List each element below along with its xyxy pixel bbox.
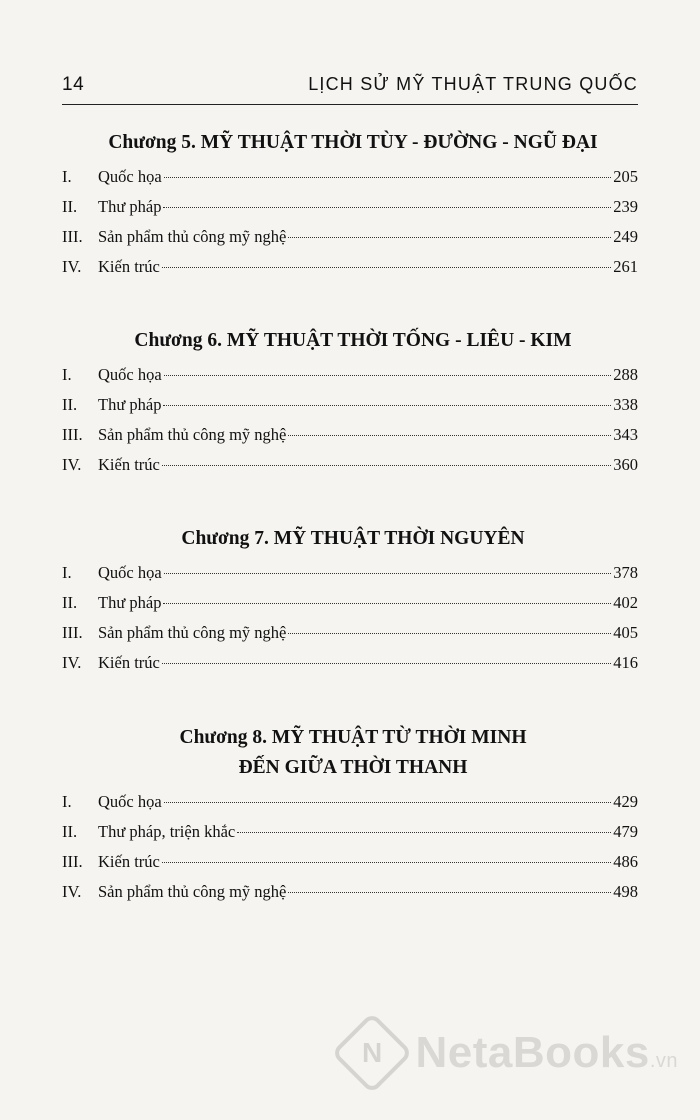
entry-label: Quốc họa [98,365,162,384]
toc-entry[interactable] [62,167,638,197]
entry-label: Thư pháp [98,197,162,216]
chapter-title [62,524,638,554]
entry-label: Quốc họa [98,167,162,186]
chapter-title [62,128,638,158]
entry-label: Sản phẩm thủ công mỹ nghệ [98,425,287,444]
chapter-title [62,723,638,783]
dot-leader [162,465,611,466]
toc-entry[interactable] [62,197,638,227]
dot-leader [162,663,611,664]
chapter-title [62,326,638,356]
toc-entries [62,563,638,683]
toc-chapter-7 [62,524,638,683]
toc-entries [62,167,638,287]
watermark-suffix: .vn [649,1050,678,1072]
entry-page: 429 [613,792,638,811]
entry-page: 416 [613,653,638,672]
entry-number: II. [62,395,78,414]
dot-leader [164,802,612,803]
entry-label: Thư pháp [98,395,162,414]
dot-leader [162,862,611,863]
entry-page: 343 [613,425,638,444]
chapter-title-line: Chương 5. MỸ THUẬT THỜI TÙY - ĐƯỜNG - NGŨ ĐẠI [108,132,598,153]
entry-number: IV. [62,882,82,901]
entry-label: Kiến trúc [98,257,160,276]
toc-entry[interactable] [62,395,638,425]
entry-number: IV. [62,653,82,672]
chapter-title-line: Chương 6. MỸ THUẬT THỜI TỐNG - LIÊU - KIM [134,330,572,351]
entry-label: Kiến trúc [98,653,160,672]
watermark [343,1024,678,1082]
toc-entry[interactable] [62,822,638,852]
entry-number: II. [62,197,78,216]
entry-number: IV. [62,257,82,276]
entry-number: III. [62,425,83,444]
toc-entry[interactable] [62,852,638,882]
entry-page: 486 [613,852,638,871]
dot-leader [163,207,611,208]
entry-number: II. [62,593,78,612]
toc-entry[interactable] [62,882,638,912]
entry-page: 378 [613,563,638,582]
entry-number: III. [62,623,83,642]
entry-number: I. [62,563,72,582]
toc-entry[interactable] [62,257,638,287]
entry-label: Thư pháp [98,593,162,612]
toc-entry[interactable] [62,365,638,395]
entry-page: 205 [613,167,638,186]
watermark-logo-icon [331,1012,413,1094]
running-title: LỊCH SỬ MỸ THUẬT TRUNG QUỐC [308,74,638,94]
dot-leader [288,892,611,893]
dot-leader [164,177,612,178]
entry-page: 261 [613,257,638,276]
entry-number: IV. [62,455,82,474]
toc-entry[interactable] [62,623,638,653]
toc-chapter-5 [62,128,638,287]
dot-leader [163,603,611,604]
watermark-brand: NetaBooks [415,1028,650,1077]
entry-label: Quốc họa [98,792,162,811]
entry-number: III. [62,227,83,246]
toc-entry[interactable] [62,593,638,623]
entry-label: Kiến trúc [98,455,160,474]
dot-leader [237,832,611,833]
entry-page: 405 [613,623,638,642]
entry-number: II. [62,822,78,841]
page-number: 14 [62,74,85,95]
dot-leader [162,267,611,268]
watermark-text [415,1028,678,1078]
toc-entries [62,365,638,485]
entry-page: 479 [613,822,638,841]
entry-number: I. [62,792,72,811]
toc-entries [62,792,638,912]
entry-label: Quốc họa [98,563,162,582]
chapter-title-line: ĐẾN GIỮA THỜI THANH [238,757,468,778]
entry-page: 239 [613,197,638,216]
toc-chapter-8 [62,723,638,912]
entry-number: I. [62,167,72,186]
dot-leader [288,633,611,634]
entry-number: III. [62,852,83,871]
dot-leader [163,405,611,406]
entry-page: 360 [613,455,638,474]
entry-page: 288 [613,365,638,384]
chapter-title-line: Chương 8. MỸ THUẬT TỪ THỜI MINH [179,727,527,748]
entry-label: Sản phẩm thủ công mỹ nghệ [98,227,287,246]
entry-label: Thư pháp, triện khắc [98,822,236,841]
toc-entry[interactable] [62,792,638,822]
dot-leader [164,375,612,376]
dot-leader [288,237,611,238]
entry-page: 402 [613,593,638,612]
entry-page: 498 [613,882,638,901]
dot-leader [164,573,612,574]
entry-page: 249 [613,227,638,246]
entry-number: I. [62,365,72,384]
chapter-title-line: Chương 7. MỸ THUẬT THỜI NGUYÊN [181,528,525,549]
dot-leader [288,435,611,436]
entry-label: Sản phẩm thủ công mỹ nghệ [98,882,287,901]
entry-label: Sản phẩm thủ công mỹ nghệ [98,623,287,642]
watermark-logo-letter: N [362,1036,383,1068]
entry-label: Kiến trúc [98,852,160,871]
toc-entry[interactable] [62,425,638,455]
toc-entry[interactable] [62,455,638,485]
toc-entry[interactable] [62,563,638,593]
toc-chapter-6 [62,326,638,485]
page-header [62,70,638,105]
toc-entry[interactable] [62,653,638,683]
toc-entry[interactable] [62,227,638,257]
entry-page: 338 [613,395,638,414]
